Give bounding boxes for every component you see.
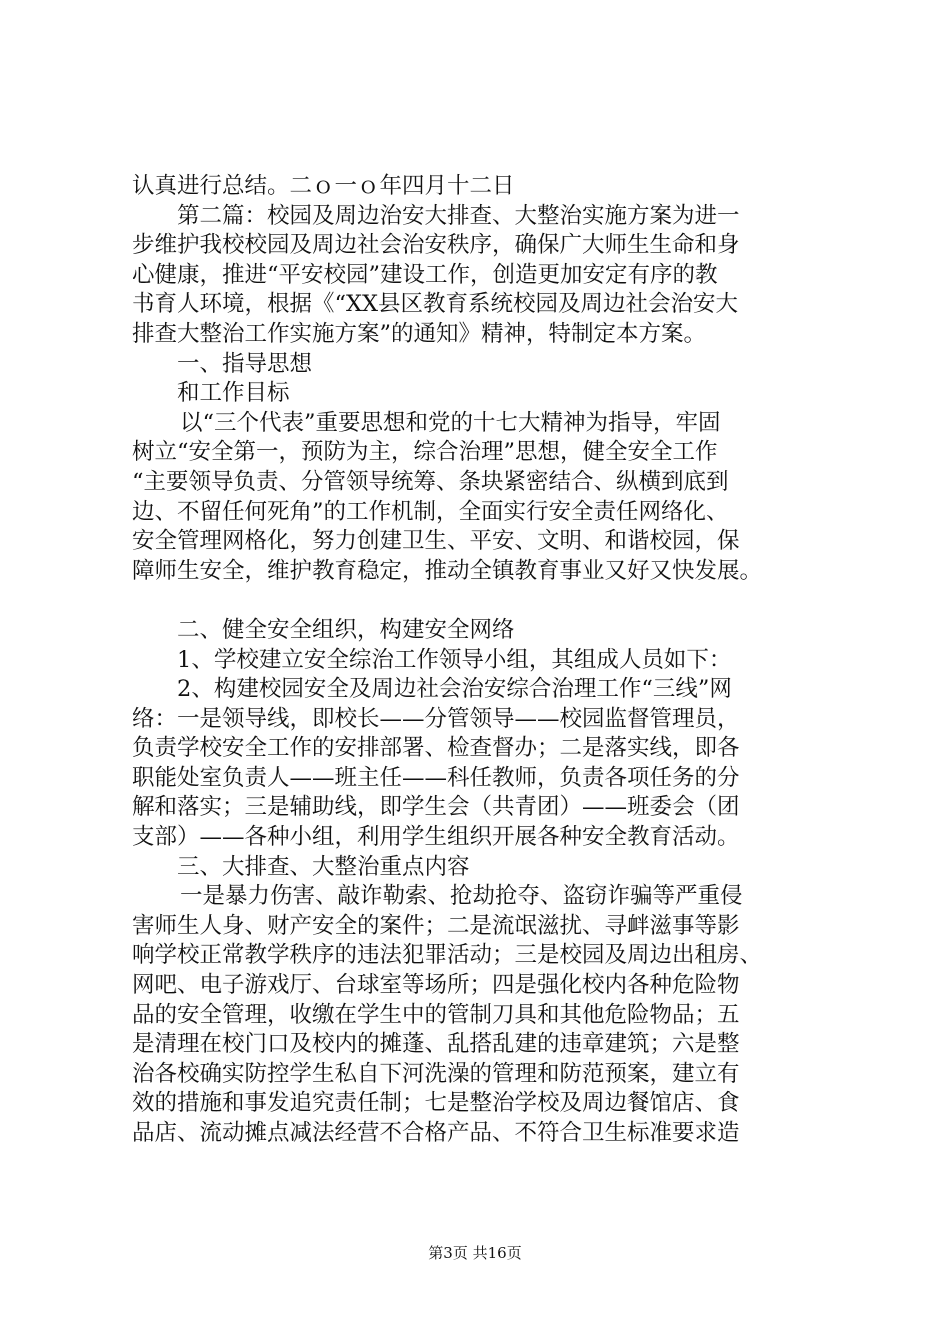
text-line: 认真进行总结。二ｏ一ｏ年四月十二日	[132, 173, 515, 199]
text-line: 网吧、电子游戏厅、台球室等场所；四是强化校内各种危险物	[132, 972, 740, 999]
text-line: 书育人环境，根据《“XX县区教育系统校园及周边社会治安大	[132, 291, 739, 318]
text-line: 害师生人身、财产安全的案件；二是流氓滋扰、寻衅滋事等影	[132, 912, 740, 939]
text-line: 职能处室负责人——班主任——科任教师，负责各项任务的分	[132, 764, 740, 791]
text-line: 是清理在校门口及校内的摊蓬、乱搭乱建的违章建筑；六是整	[132, 1031, 740, 1058]
text-line: 树立“安全第一，预防为主，综合治理”思想，健全安全工作	[132, 439, 718, 466]
text-line: 1、学校建立安全综治工作领导小组，其组成人员如下：	[177, 646, 732, 673]
text-line: 一是暴力伤害、敲诈勒索、抢劫抢夺、盗窃诈骗等严重侵	[180, 883, 743, 910]
text-line: 第二篇：校园及周边治安大排查、大整治实施方案为进一	[177, 202, 740, 229]
text-line: “主要领导负责、分管领导统筹、条块紧密结合、纵横到底到	[132, 468, 729, 495]
text-line: 品的安全管理，收缴在学生中的管制刀具和其他危险物品；五	[132, 1001, 740, 1028]
text-line: 治各校确实防控学生私自下河洗澡的管理和防范预案，建立有	[132, 1060, 740, 1087]
text-line: 品店、流动摊点减法经营不合格产品、不符合卫生标准要求造	[132, 1120, 740, 1146]
section-heading: 一、指导思想	[177, 350, 313, 377]
text-line: 络：一是领导线，即校长——分管领导——校园监督管理员，	[132, 705, 740, 732]
blank-line	[132, 586, 832, 616]
section-heading: 三、大排查、大整治重点内容	[177, 853, 470, 880]
text-line: 2、构建校园安全及周边社会治安综合治理工作“三线”网	[177, 676, 732, 703]
page-number-footer: 第3页 共16页	[428, 1244, 522, 1262]
text-line: 边、不留任何死角”的工作机制，全面实行安全责任网络化、	[132, 498, 729, 525]
text-line: 障师生安全，维护教育稳定，推动全镇教育事业又好又快发展。	[132, 557, 763, 584]
text-line: 心健康，推进“平安校园”建设工作，创造更加安定有序的教	[132, 261, 718, 288]
document-body	[132, 172, 832, 1149]
text-line: 以“三个代表”重要思想和党的十七大精神为指导，牢固	[180, 409, 721, 436]
text-line: 解和落实；三是辅助线，即学生会（共青团）——班委会（团	[132, 794, 740, 821]
text-line: 排查大整治工作实施方案”的通知》精神，特制定本方案。	[132, 320, 707, 347]
text-line: 步维护我校校园及周边社会治安秩序，确保广大师生生命和身	[132, 232, 740, 259]
text-line: 负责学校安全工作的安排部署、检查督办；二是落实线，即各	[132, 735, 740, 762]
text-line: 支部）——各种小组，利用学生组织开展各种安全教育活动。	[132, 824, 740, 851]
text-line: 安全管理网格化，努力创建卫生、平安、文明、和谐校园，保	[132, 528, 740, 555]
section-heading: 二、健全安全组织，构建安全网络	[177, 616, 515, 643]
section-heading: 和工作目标	[177, 380, 290, 407]
text-line: 响学校正常教学秩序的违法犯罪活动；三是校园及周边出租房、	[132, 942, 763, 969]
text-line: 效的措施和事发追究责任制；七是整治学校及周边餐馆店、食	[132, 1090, 740, 1117]
